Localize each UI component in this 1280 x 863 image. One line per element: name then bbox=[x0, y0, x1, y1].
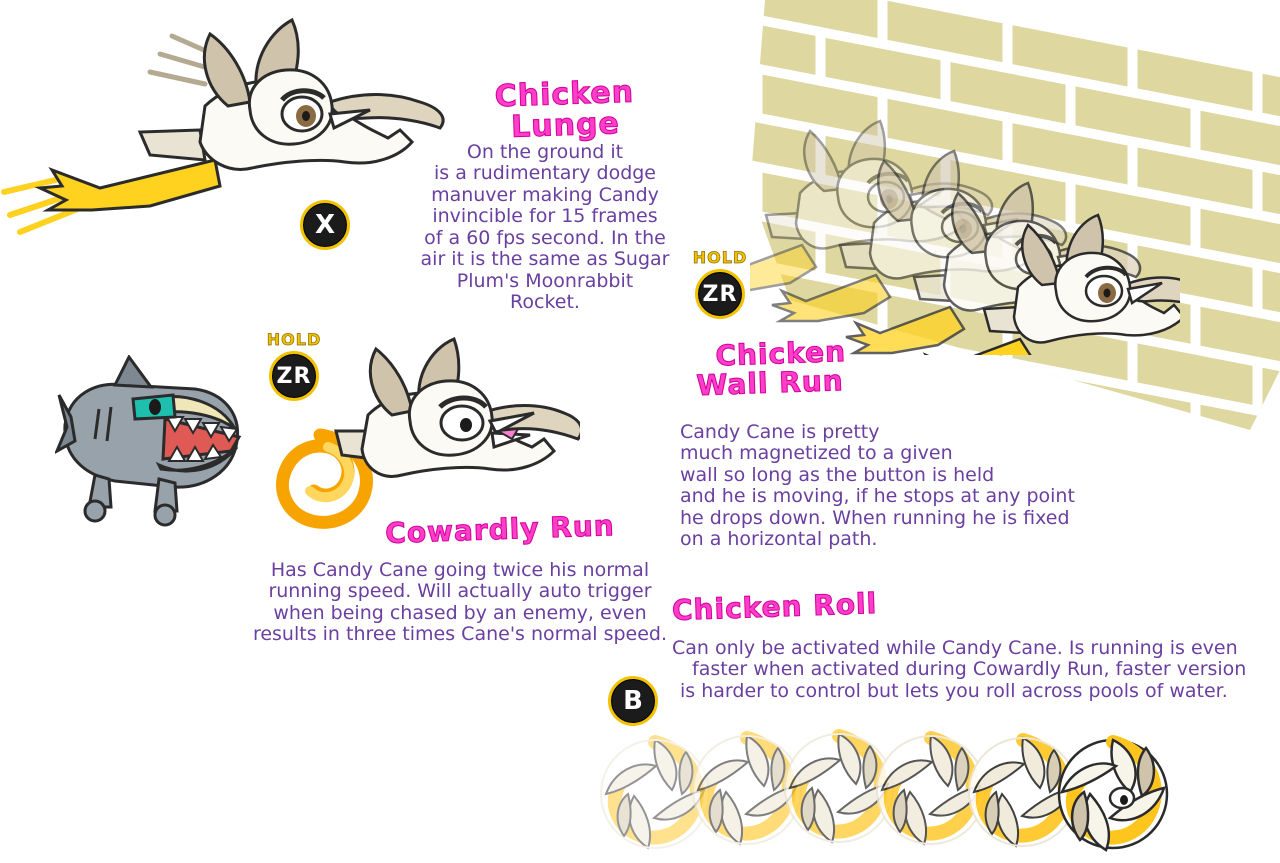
candy-cane-wall-run-sequence bbox=[750, 95, 1180, 355]
desc-line: wall so long as the button is held bbox=[680, 463, 995, 486]
chicken-lunge-title bbox=[469, 74, 661, 145]
desc-line: much magnetized to a given bbox=[680, 442, 953, 465]
shark-enemy bbox=[55, 355, 265, 535]
x-button-badge[interactable] bbox=[300, 200, 350, 250]
zr-button-badge[interactable] bbox=[695, 269, 745, 319]
wall-run-title-line2: Wall Run bbox=[695, 363, 845, 402]
chicken-wall-run-title bbox=[671, 336, 903, 401]
desc-line: Can only be activated while Candy Cane. Is running is even bbox=[672, 637, 1238, 659]
desc-line: On the ground it bbox=[466, 141, 624, 163]
desc-line: results in three times Cane's normal speed. bbox=[252, 623, 668, 646]
desc-line: faster when activated during Cowardly Run, faster version bbox=[692, 658, 1247, 681]
zr-button-glyph: ZR bbox=[276, 363, 312, 389]
cowardly-run-description bbox=[240, 560, 680, 646]
wall-run-title-line1: Chicken bbox=[714, 334, 847, 373]
cowardly-run-title bbox=[370, 511, 631, 549]
x-button-glyph: X bbox=[314, 210, 336, 240]
hold-label: HOLD bbox=[266, 330, 322, 349]
chicken-roll-title bbox=[672, 587, 963, 626]
desc-line: and he is moving, if he stops at any point bbox=[680, 485, 1075, 508]
desc-line: Candy Cane is pretty bbox=[680, 421, 880, 443]
cowardly-run-title-line1: Cowardly Run bbox=[384, 509, 616, 550]
desc-line: manuver making Candy bbox=[431, 183, 659, 206]
chicken-lunge-description bbox=[400, 142, 690, 314]
desc-line: Rocket. bbox=[510, 291, 580, 314]
b-button-glyph: B bbox=[623, 686, 643, 716]
chicken-lunge-title-line1: Chicken bbox=[494, 74, 635, 115]
desc-line: on a horizontal path. bbox=[680, 528, 878, 551]
desc-line: when being chased by an enemy, even bbox=[273, 601, 647, 624]
desc-line: is a rudimentary dodge bbox=[433, 162, 657, 185]
chicken-lunge-title-line2: Lunge bbox=[510, 105, 621, 145]
zr-button-glyph: ZR bbox=[702, 281, 738, 307]
desc-line: is harder to control but lets you roll across pools of water. bbox=[680, 679, 1228, 702]
desc-line: air it is the same as Sugar bbox=[420, 248, 670, 271]
wall-run-button-group[interactable] bbox=[688, 248, 752, 319]
chicken-roll-description bbox=[672, 638, 1272, 702]
chicken-roll-title-line1: Chicken Roll bbox=[671, 586, 878, 628]
desc-line: of a 60 fps second. In the bbox=[424, 226, 666, 249]
desc-line: invincible for 15 frames bbox=[432, 205, 658, 228]
candy-cane-roll-sequence bbox=[600, 718, 1180, 863]
zr-button-badge[interactable] bbox=[269, 351, 319, 401]
desc-line: running speed. Will actually auto trigger bbox=[268, 580, 652, 603]
desc-line: Has Candy Cane going twice his normal bbox=[270, 559, 650, 581]
chicken-wall-run-description bbox=[680, 422, 1150, 551]
desc-line: he drops down. When running he is fixed bbox=[680, 506, 1070, 529]
cowardly-run-button-group[interactable] bbox=[262, 330, 326, 401]
hold-label: HOLD bbox=[692, 248, 748, 267]
desc-line: Plum's Moonrabbit bbox=[456, 269, 634, 292]
